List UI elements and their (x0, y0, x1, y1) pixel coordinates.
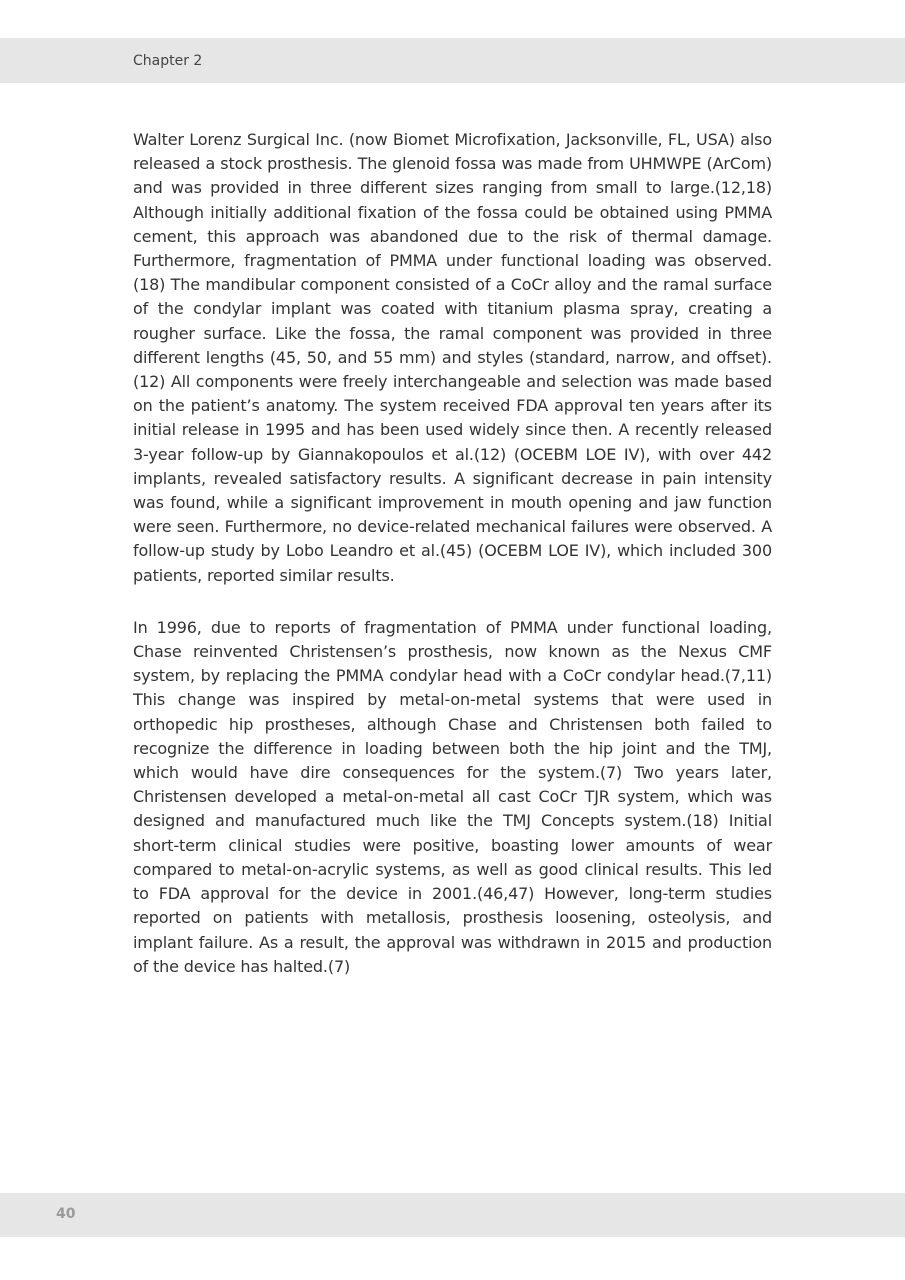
paragraph-nexus-cmf: In 1996, due to reports of fragmentation of PMMA under functional loading, Chase reinvented Christensen’s prosthesis, now known as the Nexus CMF system, by replacing the PMMA condylar head with a CoCr condylar head.(7,11) This change was inspired by metal-on-metal systems that were used in orthopedic hip prostheses, although Chase and Christensen both failed to recognize the difference in loading between both the hip joint and the TMJ, which would have dire consequences for the system.(7) Two years later, Christensen developed a metal-on-metal all cast CoCr TJR system, which was designed and manufactured much like the TMJ Concepts system.(18) Initial short-term clinical studies were positive, boasting lower amounts of wear compared to metal-on-acrylic systems, as well as good clinical results. This led to FDA approval for the device in 2001.(46,47) However, long-term studies reported on patients with metallosis, prosthesis loosening, osteolysis, and implant failure. As a result, the approval was withdrawn in 2015 and production of the device has halted.(7) (133, 617, 772, 976)
body-text (133, 128, 772, 1007)
running-header (0, 38, 905, 83)
running-footer (0, 1193, 905, 1237)
page-number: 40 (56, 1206, 76, 1222)
paragraph-walter-lorenz: Walter Lorenz Surgical Inc. (now Biomet Microfixation, Jacksonville, FL, USA) also released a stock prosthesis. The glenoid fossa was made from UHMWPE (ArCom) and was provided in three different sizes ranging from small to large.(12,18) Although initially additional fixation of the fossa could be obtained using PMMA cement, this approach was abandoned due to the risk of thermal damage. Furthermore, fragmentation of PMMA under functional loading was observed.(18) The mandibular component consisted of a CoCr alloy and the ramal surface of the condylar implant was coated with titanium plasma spray, creating a rougher surface. Like the fossa, the ramal component was provided in three different lengths (45, 50, and 55 mm) and styles (standard, narrow, and offset).(12) All components were freely interchangeable and selection was made based on the patient’s anatomy. The system received FDA approval ten years after its initial release in 1995 and has been used widely since then. A recently released 3-year follow-up by Giannakopoulos et al.(12) (OCEBM LOE IV), with over 442 implants, revealed satisfactory results. A significant decrease in pain intensity was found, while a significant improvement in mouth opening and jaw function were seen. Furthermore, no device-related mechanical failures were observed. A follow-up study by Lobo Leandro et al.(45) (OCEBM LOE IV), which included 300 patients, reported similar results. (133, 130, 772, 585)
chapter-label: Chapter 2 (133, 53, 203, 69)
